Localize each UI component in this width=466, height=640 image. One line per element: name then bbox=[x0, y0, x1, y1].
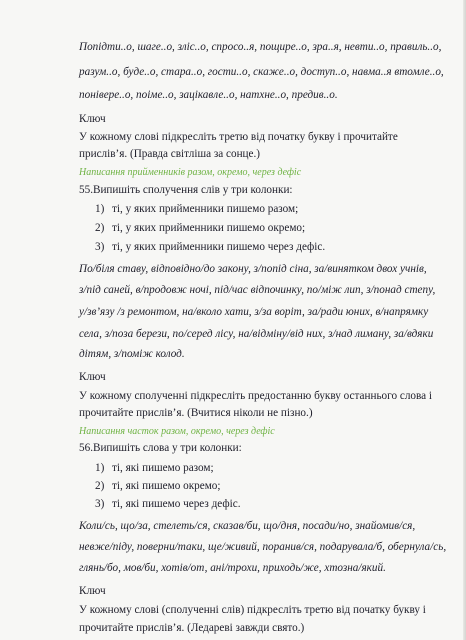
key-label: Ключ bbox=[79, 113, 106, 125]
exercise-text-line: Попідти..о, шаге..о, зліс..о, спросо..я, пощирe..о, зра..я, невти..о, правиль..о, bbox=[79, 41, 442, 53]
exercise-text-line: дітям, з/поміж колод. bbox=[79, 348, 185, 360]
exercise-text-line: з/під санeй, в/продовж ночі, під/час відпочинку, по/між лип, з/понад степу, bbox=[79, 284, 436, 296]
list-number: 3) bbox=[95, 241, 105, 253]
list-item-text: ті, у яких прийменники пишемо окремо; bbox=[112, 222, 306, 234]
task-list-item bbox=[95, 240, 426, 254]
task-list-item bbox=[95, 497, 426, 511]
key-text-line: прочитайте прислів’я. (Вчитися ніколи не пізно.) bbox=[79, 407, 313, 419]
exercise-text-line: глянь/бо, мов/би, хотів/от, ані/трохи, приходь/же, хтозна/який. bbox=[79, 562, 386, 574]
task-list-item bbox=[95, 461, 426, 475]
exercise-text-line: Коли/сь, що/за, стелеть/ся, сказав/би, що/дня, посади/но, знайомив/ся, bbox=[79, 520, 416, 532]
key-text-line: У кожному слові (сполученні слів) підкресліть третю від початку букву і bbox=[79, 604, 426, 616]
exercise-text-line: у/зв’язу /з ремонтом, на/вколо хати, з/за воріт, за/ради юних, в/напрямку bbox=[79, 306, 429, 318]
task-title: 55.Випишіть сполучення слів у три колонки: bbox=[79, 184, 293, 196]
task-list-item bbox=[95, 202, 426, 216]
exercise-text-line: невже/піду, поверни/таки, ще/живий, поранив/ся, подарувала/б, обернула/сь, bbox=[79, 541, 447, 553]
section-heading: Написання часток разом, окремо, через дефіс bbox=[79, 426, 275, 437]
task-list-item bbox=[95, 221, 426, 235]
key-text-line: прочитайте прислів’я. (Ледареві завжди свято.) bbox=[79, 622, 305, 634]
list-number: 1) bbox=[95, 462, 105, 474]
key-label: Ключ bbox=[79, 585, 106, 597]
list-item-text: ті, які пишемо через дефіс. bbox=[112, 498, 241, 510]
exercise-text-line: села, з/поза берези, по/серед лісу, на/відміну/від них, з/над лиману, за/вдяки bbox=[79, 328, 434, 340]
list-number: 1) bbox=[95, 203, 105, 215]
exercise-text-line: По/біля ставу, відповідно/до закону, з/попід сіна, за/винятком двох учнів, bbox=[79, 263, 427, 275]
list-item-text: ті, у яких прийменники пишемо разом; bbox=[112, 203, 299, 215]
exercise-text-line: поніверe..о, поіме..о, зацікавле..о, натхне..о, предив..о. bbox=[79, 89, 338, 101]
list-number: 2) bbox=[95, 480, 105, 492]
list-item-text: ті, які пишемо разом; bbox=[112, 462, 214, 474]
list-number: 3) bbox=[95, 498, 105, 510]
list-item-text: ті, які пишемо окремо; bbox=[112, 480, 221, 492]
task-title: 56.Випишіть слова у три колонки: bbox=[79, 442, 242, 454]
task-list-item bbox=[95, 479, 426, 493]
key-text-line: У кожному слові підкресліть третю від початку букву і прочитайте bbox=[79, 131, 398, 143]
key-text-line: прислів’я. (Правда світліша за сонце.) bbox=[79, 148, 261, 160]
key-label: Ключ bbox=[79, 371, 106, 383]
section-heading: Написання прийменників разом, окремо, через дефіс bbox=[79, 167, 302, 178]
exercise-text-line: разум..о, буде..о, стара..о, гости..о, скаже..о, доступ..о, навма..я втомле..о, bbox=[79, 66, 444, 78]
list-item-text: ті, у яких прийменники пишемо через дефіс. bbox=[112, 241, 326, 253]
list-number: 2) bbox=[95, 222, 105, 234]
key-text-line: У кожному сполученні підкресліть предостанню букву останнього слова і bbox=[79, 390, 432, 402]
